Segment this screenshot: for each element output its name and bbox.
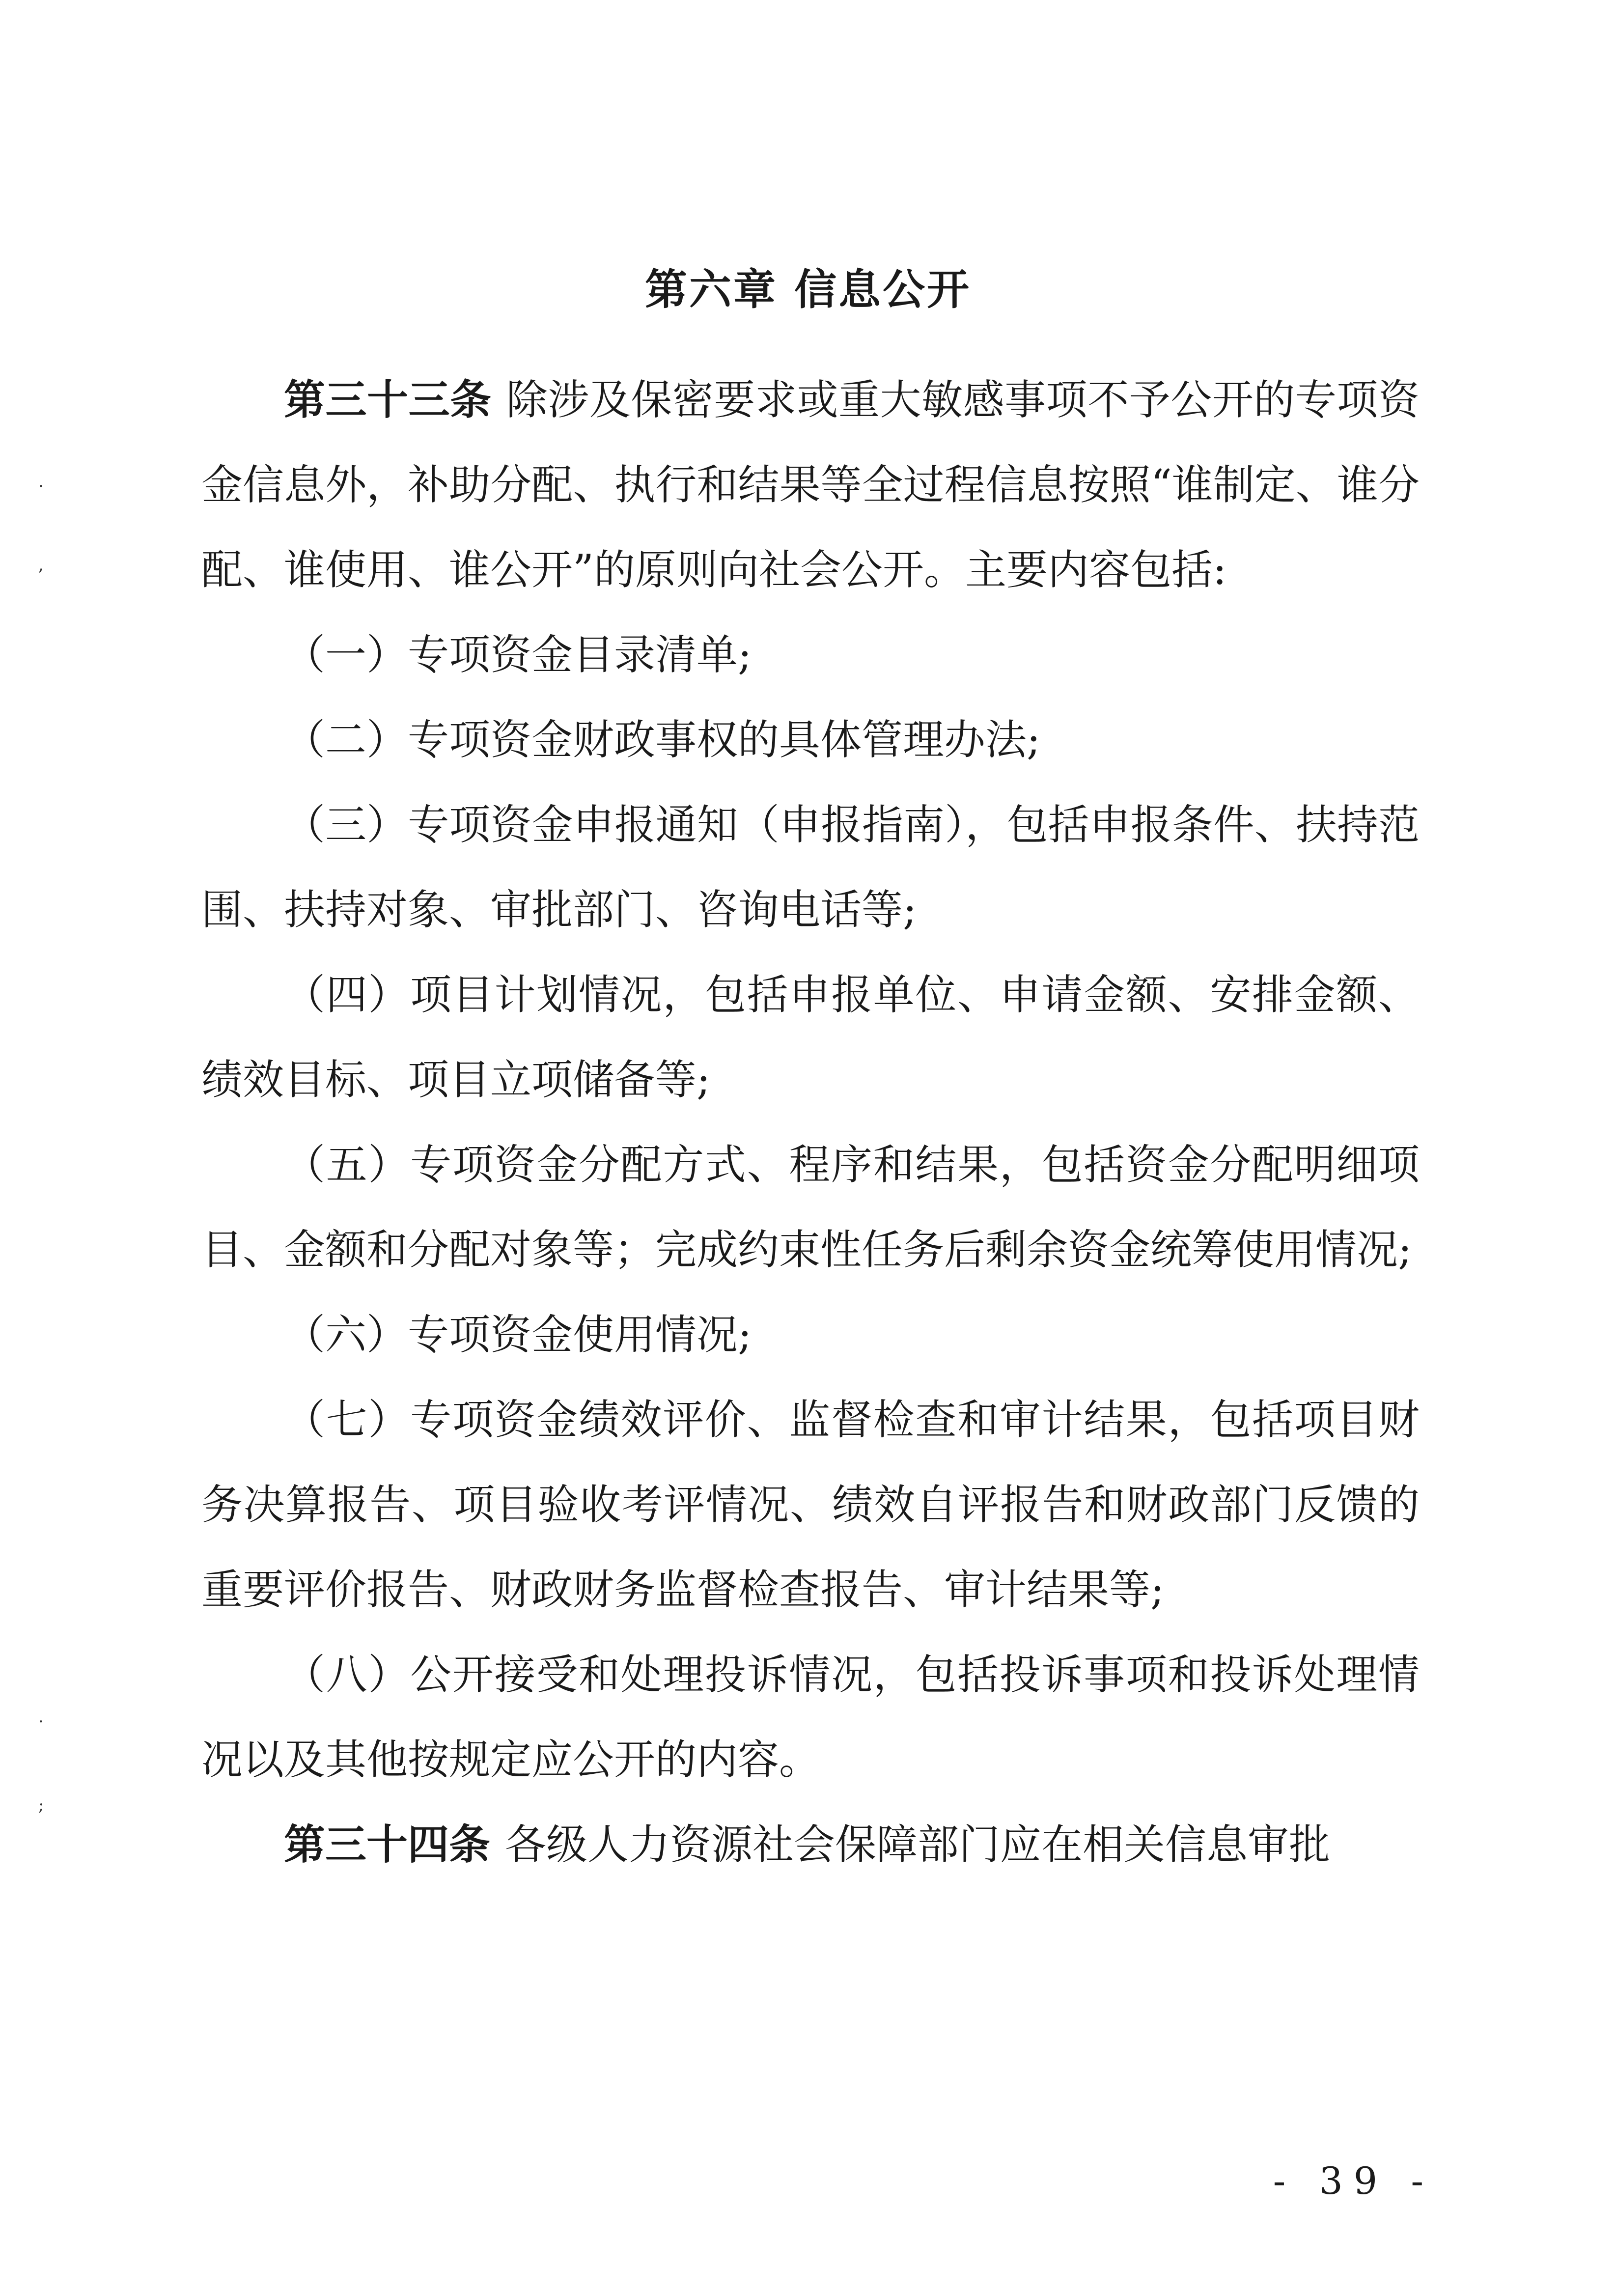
list-item-7: （七）专项资金绩效评价、监督检查和审计结果，包括项目财务决算报告、项目验收考评情况、绩效自评报告和财政部门反馈的重要评价报告、财政财务监督检查报告、审计结果等; xyxy=(201,1396,1420,1614)
article-33-intro: 除涉及保密要求或重大敏感事项不予公开的专项资金信息外，补助分配、执行和结果等全过程信息按照“谁制定、谁分配、谁使用、谁公开”的原则向社会公开。主要内容包括: xyxy=(201,376,1420,594)
list-item-6: （六）专项资金使用情况; xyxy=(284,1311,752,1359)
page-number: - 39 - xyxy=(1273,2159,1434,2203)
margin-mark: , xyxy=(38,555,44,575)
article-33-paragraph xyxy=(201,358,1420,613)
list-item-4: （四）项目计划情况，包括申报单位、申请金额、安排金额、绩效目标、项目立项储备等; xyxy=(201,971,1420,1104)
list-item-2: （二）专项资金财政事权的具体管理办法; xyxy=(284,716,1041,764)
margin-mark: . xyxy=(38,472,44,491)
margin-mark: . xyxy=(38,1707,44,1727)
article-34-paragraph xyxy=(201,1802,1420,1887)
list-item-3: （三）专项资金申报通知（申报指南），包括申报条件、扶持范围、扶持对象、审批部门、咨询电话等; xyxy=(201,801,1420,934)
article-34-text: 各级人力资源社会保障部门应在相关信息审批 xyxy=(505,1820,1331,1869)
margin-mark: ; xyxy=(38,1795,44,1815)
article-33-label: 第三十三条 xyxy=(284,376,492,424)
chapter-title: 第六章 信息公开 xyxy=(645,265,971,314)
document-body xyxy=(201,358,1420,1887)
list-item-8: （八）公开接受和处理投诉情况，包括投诉事项和投诉处理情况以及其他按规定应公开的内容。 xyxy=(201,1651,1420,1784)
article-34-label: 第三十四条 xyxy=(284,1820,491,1869)
list-item-1: （一）专项资金目录清单; xyxy=(284,631,752,679)
list-item-5: （五）专项资金分配方式、程序和结果，包括资金分配明细项目、金额和分配对象等；完成约束性任务后剩余资金统筹使用情况; xyxy=(201,1141,1420,1274)
